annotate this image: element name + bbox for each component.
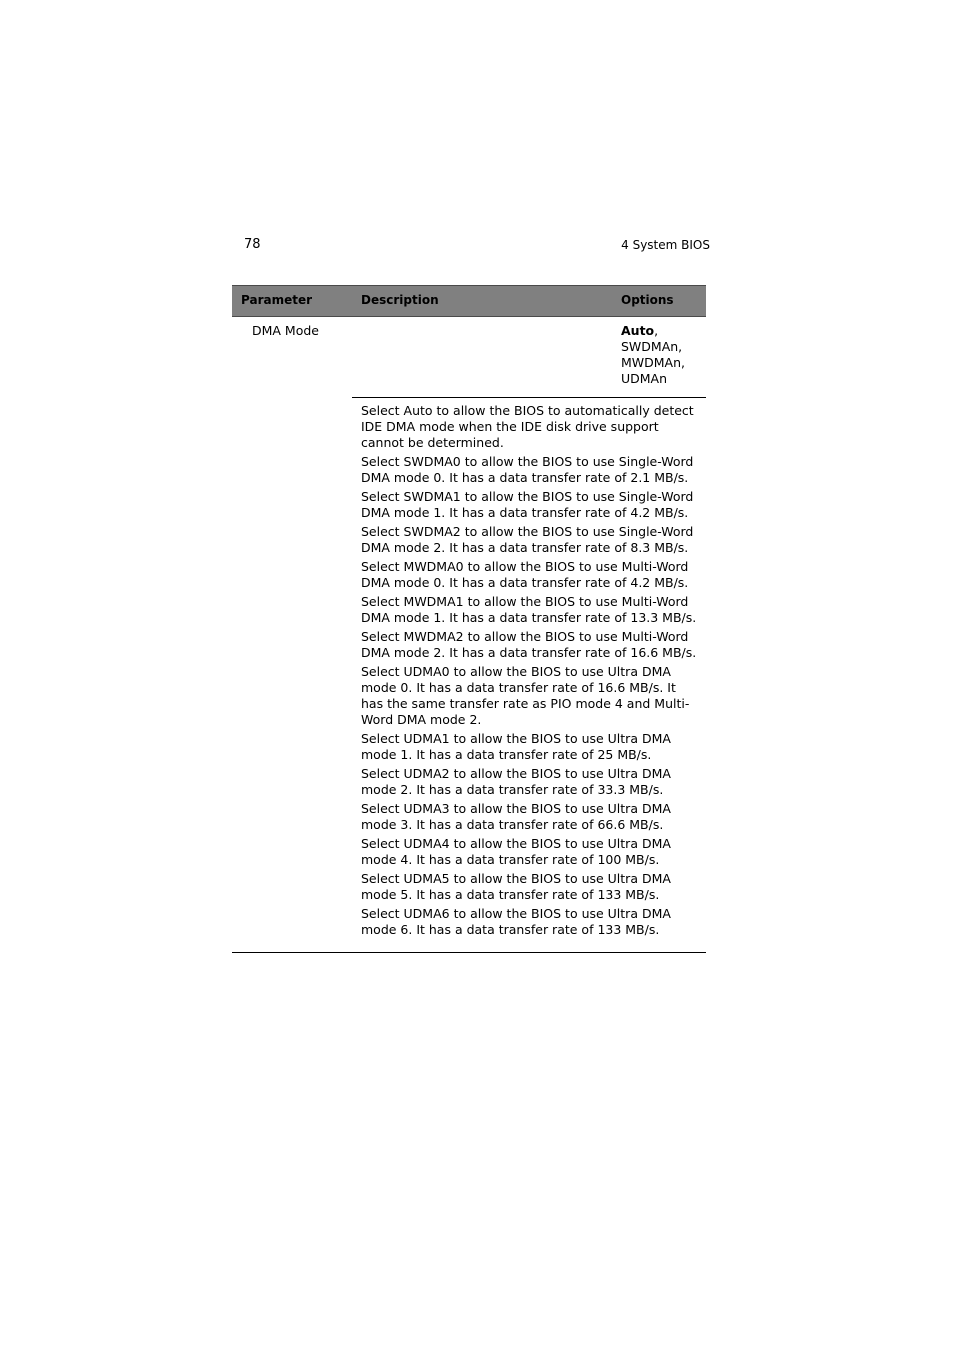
running-head: 4 System BIOS: [621, 238, 710, 252]
table-bottom-rule: [232, 952, 706, 953]
description-item: Select UDMA1 to allow the BIOS to use Ultra DMA mode 1. It has a data transfer rate of 25 MB/s.: [361, 731, 671, 762]
description-item: Select MWDMA1 to allow the BIOS to use Multi-Word DMA mode 1. It has a data transfer rate of 13.3 MB/s.: [361, 594, 697, 625]
description-item: Select UDMA0 to allow the BIOS to use Ultra DMA mode 0. It has a data transfer rate of 16.6 MB/s. It has the same transfer rate as PIO mode 4 and Multi-Word DMA mode 2.: [361, 664, 690, 727]
row-divider: [352, 397, 706, 398]
description-item: Select UDMA2 to allow the BIOS to use Ultra DMA mode 2. It has a data transfer rate of 33.3 MB/s.: [361, 766, 671, 797]
description-item: Select SWDMA1 to allow the BIOS to use Single-Word DMA mode 1. It has a data transfer rate of 4.2 MB/s.: [361, 489, 694, 520]
description-item: Select Auto to allow the BIOS to automatically detect IDE DMA mode when the IDE disk drive support cannot be determined.: [361, 403, 694, 450]
column-header-options: Options: [621, 293, 674, 307]
description-item: Select SWDMA2 to allow the BIOS to use Single-Word DMA mode 2. It has a data transfer rate of 8.3 MB/s.: [361, 524, 694, 555]
description-item: Select UDMA4 to allow the BIOS to use Ultra DMA mode 4. It has a data transfer rate of 100 MB/s.: [361, 836, 671, 867]
description-list: [361, 403, 701, 941]
description-item: Select MWDMA0 to allow the BIOS to use Multi-Word DMA mode 0. It has a data transfer rate of 4.2 MB/s.: [361, 559, 689, 590]
column-header-description: Description: [361, 293, 439, 307]
parameter-name: DMA Mode: [252, 323, 319, 338]
description-item: Select UDMA3 to allow the BIOS to use Ultra DMA mode 3. It has a data transfer rate of 66.6 MB/s.: [361, 801, 671, 832]
option-item: SWDMAn,: [621, 339, 683, 354]
options-cell: [621, 323, 705, 387]
option-default-suffix: ,: [654, 323, 659, 338]
table-header: [232, 285, 706, 317]
column-header-parameter: Parameter: [241, 293, 313, 307]
option-default: [621, 323, 705, 339]
description-item: Select UDMA6 to allow the BIOS to use Ultra DMA mode 6. It has a data transfer rate of 133 MB/s.: [361, 906, 671, 937]
option-default-value: Auto: [621, 323, 655, 338]
description-item: Select SWDMA0 to allow the BIOS to use Single-Word DMA mode 0. It has a data transfer rate of 2.1 MB/s.: [361, 454, 694, 485]
page-number: 78: [244, 237, 261, 252]
description-item: Select MWDMA2 to allow the BIOS to use Multi-Word DMA mode 2. It has a data transfer rate of 16.6 MB/s.: [361, 629, 697, 660]
description-item: Select UDMA5 to allow the BIOS to use Ultra DMA mode 5. It has a data transfer rate of 133 MB/s.: [361, 871, 671, 902]
option-item: UDMAn: [621, 371, 668, 386]
option-item: MWDMAn,: [621, 355, 686, 370]
